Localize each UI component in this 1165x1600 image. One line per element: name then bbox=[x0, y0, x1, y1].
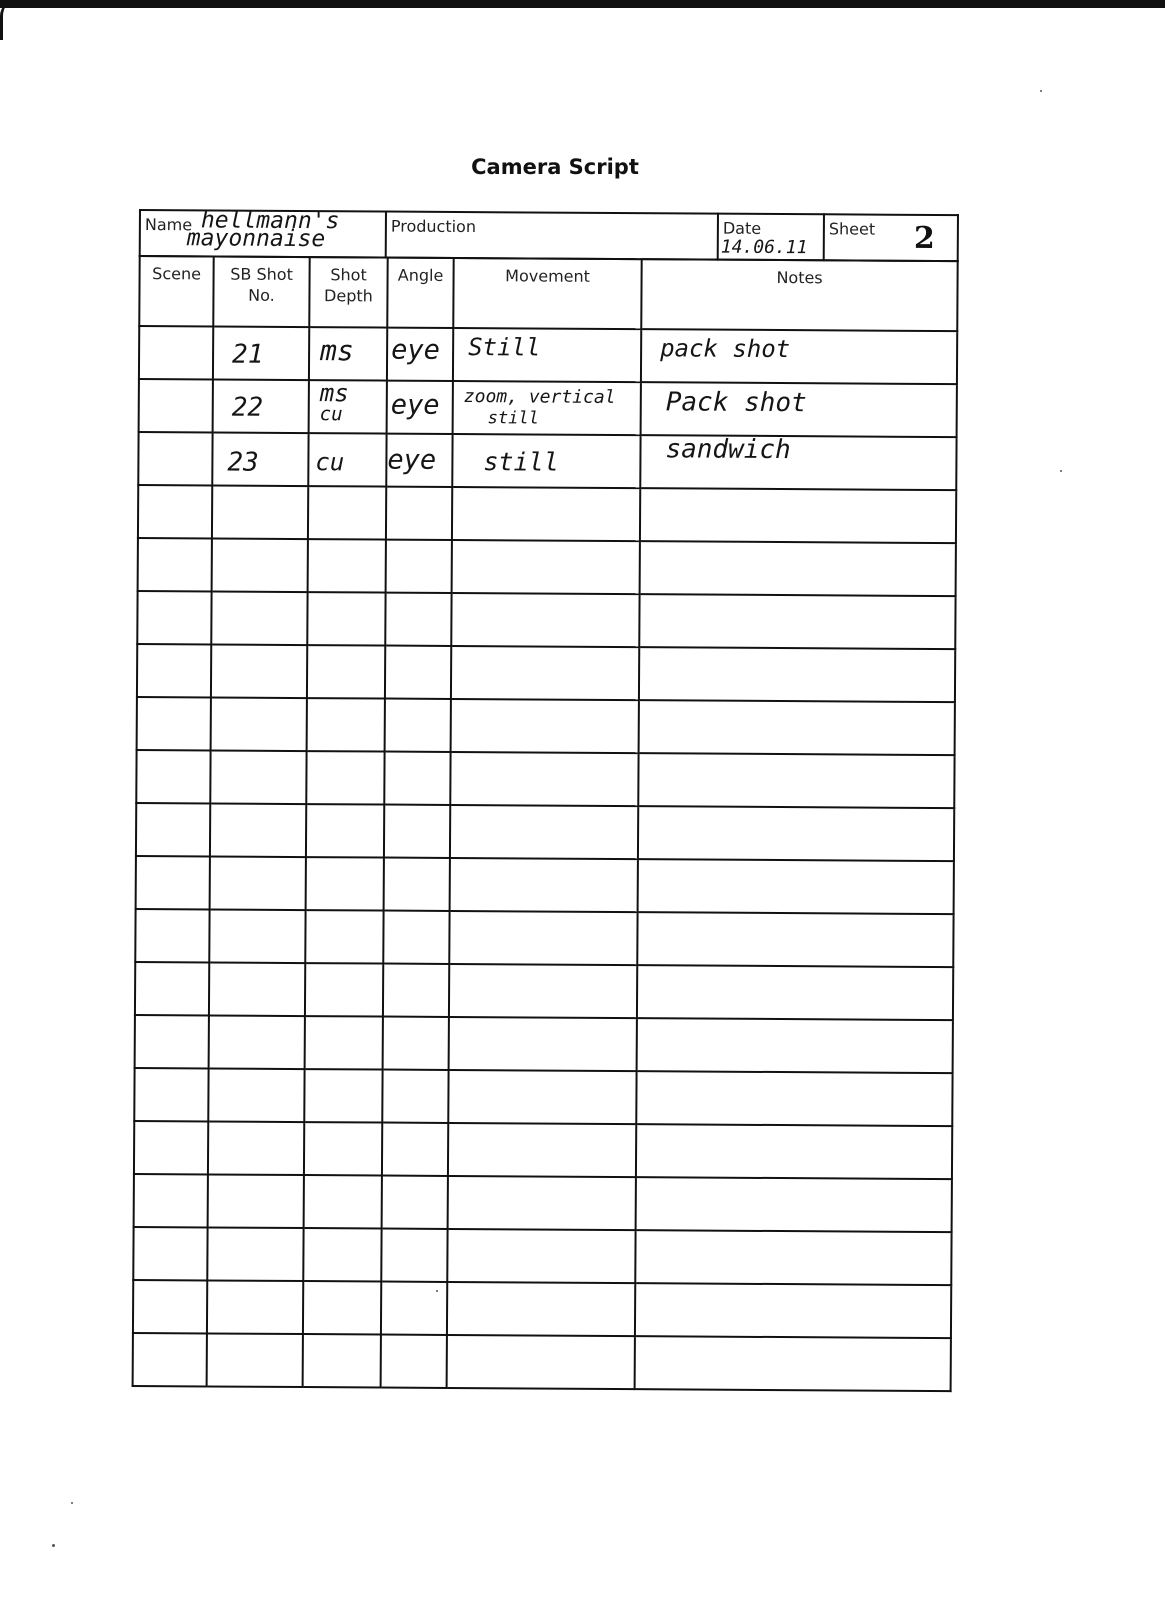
empty-row bbox=[137, 591, 955, 649]
column-sb-shot-no: SB Shot No. bbox=[213, 256, 309, 327]
shot-no-cell: 22 bbox=[213, 379, 309, 433]
form-header-row bbox=[140, 210, 958, 261]
production-cell bbox=[386, 212, 718, 260]
scan-speck bbox=[436, 1290, 438, 1292]
scan-edge bbox=[0, 0, 1165, 8]
empty-row bbox=[136, 803, 954, 861]
scene-cell bbox=[139, 326, 213, 379]
movement-cell: still bbox=[452, 434, 640, 488]
empty-row bbox=[135, 1015, 953, 1073]
name-value-line2: mayonnaise bbox=[186, 225, 326, 253]
angle-cell: eye bbox=[387, 328, 453, 381]
date-cell bbox=[718, 214, 824, 261]
table-row bbox=[139, 379, 957, 437]
empty-row bbox=[137, 644, 955, 702]
shot-table bbox=[132, 255, 959, 1392]
notes-cell: Pack shot bbox=[641, 382, 957, 437]
column-movement: Movement bbox=[453, 258, 641, 329]
empty-row bbox=[135, 962, 953, 1020]
angle-cell: eye bbox=[386, 434, 452, 487]
table-row bbox=[139, 326, 957, 384]
empty-row bbox=[136, 856, 954, 914]
form-table bbox=[139, 209, 959, 262]
notes-cell: sandwich bbox=[640, 435, 956, 490]
camera-script-form bbox=[132, 209, 957, 1392]
empty-row bbox=[134, 1174, 952, 1232]
scan-speck bbox=[52, 1544, 55, 1547]
empty-row bbox=[138, 538, 956, 596]
empty-row bbox=[138, 485, 956, 543]
production-label: Production bbox=[390, 216, 477, 237]
column-angle: Angle bbox=[387, 258, 453, 328]
shot-no-cell: 21 bbox=[213, 326, 309, 380]
shot-depth-cell: cu bbox=[308, 433, 386, 486]
empty-row bbox=[134, 1068, 952, 1126]
scan-corner bbox=[0, 0, 19, 40]
empty-row bbox=[136, 750, 954, 808]
sheet-label: Sheet bbox=[828, 219, 876, 239]
name-cell bbox=[140, 207, 386, 258]
page-title: Camera Script bbox=[471, 155, 639, 179]
scan-speck bbox=[1040, 90, 1042, 92]
movement-cell: Still bbox=[453, 328, 641, 382]
date-value: 14.06.11 bbox=[720, 236, 808, 259]
scan-speck bbox=[71, 1502, 73, 1504]
empty-row bbox=[134, 1121, 952, 1179]
sheet-value: 2 bbox=[913, 220, 935, 257]
table-row bbox=[138, 432, 956, 490]
name-label: Name bbox=[144, 215, 193, 235]
empty-row bbox=[135, 909, 953, 967]
shot-no-cell: 23 bbox=[212, 432, 308, 486]
column-shot-depth: Shot Depth bbox=[309, 257, 387, 327]
scene-cell bbox=[138, 432, 212, 485]
notes-cell: pack shot bbox=[641, 329, 957, 384]
sheet-cell bbox=[824, 214, 958, 261]
column-scene: Scene bbox=[139, 256, 213, 326]
date-label: Date bbox=[722, 218, 762, 238]
empty-row bbox=[133, 1227, 951, 1285]
name-value-line1: hellmann's bbox=[200, 207, 340, 235]
column-header-row bbox=[139, 256, 957, 331]
scan-speck bbox=[1060, 470, 1062, 472]
shot-depth-cell: ms cu bbox=[309, 380, 387, 433]
column-notes: Notes bbox=[641, 259, 957, 331]
angle-cell: eye bbox=[387, 381, 453, 434]
empty-row bbox=[137, 697, 955, 755]
shot-depth-cell: ms bbox=[309, 327, 387, 380]
movement-cell: zoom, vertical still bbox=[453, 381, 641, 435]
empty-row bbox=[133, 1333, 951, 1391]
empty-row bbox=[133, 1280, 951, 1338]
scene-cell bbox=[139, 379, 213, 432]
